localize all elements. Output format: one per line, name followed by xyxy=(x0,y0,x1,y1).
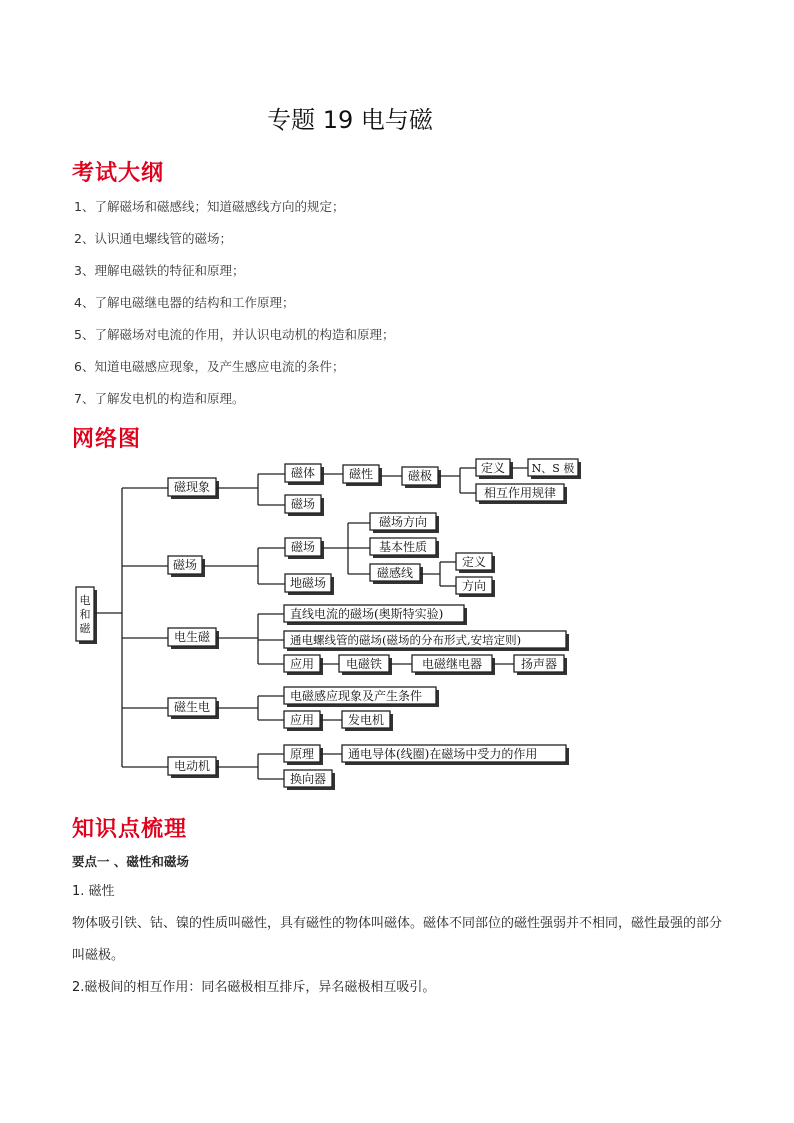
node-luoxianguan: 通电螺线管的磁场(磁场的分布形式,安培定则) xyxy=(290,633,522,647)
outline-item-4: 4、了解电磁继电器的结构和工作原理； xyxy=(74,295,295,310)
node-citi: 磁体 xyxy=(290,466,316,480)
node-jidianqi: 电磁继电器 xyxy=(421,657,483,671)
node-huanxiangqi: 换向器 xyxy=(289,772,327,786)
node-yingyong-1: 应用 xyxy=(289,657,315,671)
node-cichang-b: 磁场 xyxy=(290,540,316,554)
node-fadianji: 发电机 xyxy=(347,713,385,727)
item1-title: 1. 磁性 xyxy=(72,884,115,899)
node-diancitie: 电磁铁 xyxy=(345,657,383,671)
page-title: 专题 19 电与磁 xyxy=(267,106,433,134)
point-heading: 要点一 、磁性和磁场 xyxy=(72,854,189,869)
outline-item-7: 7、了解发电机的构造和原理。 xyxy=(74,391,245,406)
node-cichang-main: 磁场 xyxy=(172,558,198,572)
node-cichang-a: 磁场 xyxy=(290,497,316,511)
root-char-2: 和 xyxy=(79,608,91,621)
node-xianghu: 相互作用规律 xyxy=(483,486,557,500)
node-cixing: 磁性 xyxy=(348,467,374,481)
outline-item-1: 1、了解磁场和磁感线；知道磁感线方向的规定； xyxy=(74,199,345,214)
node-dingyi-2: 定义 xyxy=(461,555,487,569)
node-yangshengqi: 扬声器 xyxy=(520,657,558,671)
outline-item-6: 6、知道电磁感应现象，及产生感应电流的条件； xyxy=(74,359,345,374)
node-dianshengci: 电生磁 xyxy=(173,630,211,644)
network-heading: 网络图 xyxy=(72,427,142,452)
node-ns: N、S 极 xyxy=(531,462,575,475)
node-dingyi-1: 定义 xyxy=(480,461,506,475)
node-dicichang: 地磁场 xyxy=(289,576,327,590)
node-yingyong-2: 应用 xyxy=(289,713,315,727)
node-diandongji: 电动机 xyxy=(173,759,211,773)
node-fangxiang: 方向 xyxy=(461,579,487,593)
outline-item-3: 3、理解电磁铁的特征和原理； xyxy=(74,263,245,278)
outline-item-5: 5、了解磁场对电流的作用，并认识电动机的构造和原理； xyxy=(74,327,395,342)
node-cichang-fangxiang: 磁场方向 xyxy=(378,515,428,529)
node-ganying: 电磁感应现象及产生条件 xyxy=(290,689,423,703)
root-char-1: 电 xyxy=(79,594,91,607)
item2-text: 2.磁极间的相互作用：同名磁极相互排斥，异名磁极相互吸引。 xyxy=(72,980,436,995)
node-zhixian: 直线电流的磁场(奥斯特实验) xyxy=(290,607,444,621)
node-cixianxiang: 磁现象 xyxy=(173,480,211,494)
node-ciganxian: 磁感线 xyxy=(376,566,414,580)
root-char-3: 磁 xyxy=(79,622,91,635)
outline-heading: 考试大纲 xyxy=(72,161,165,186)
outline-item-2: 2、认识通电螺线管的磁场； xyxy=(74,231,232,246)
knowledge-heading: 知识点梳理 xyxy=(72,817,188,842)
node-shouli: 通电导体(线圈)在磁场中受力的作用 xyxy=(348,747,538,761)
node-jiben: 基本性质 xyxy=(378,540,428,554)
node-cishengdian: 磁生电 xyxy=(173,700,211,714)
node-yuanli: 原理 xyxy=(289,747,315,761)
item1-text: 物体吸引铁、钴、镍的性质叫磁性，具有磁性的物体叫磁体。磁体不同部位的磁性强弱并不相同，磁性最强的部分叫磁极。 xyxy=(72,916,723,963)
node-ciji: 磁极 xyxy=(407,469,433,483)
